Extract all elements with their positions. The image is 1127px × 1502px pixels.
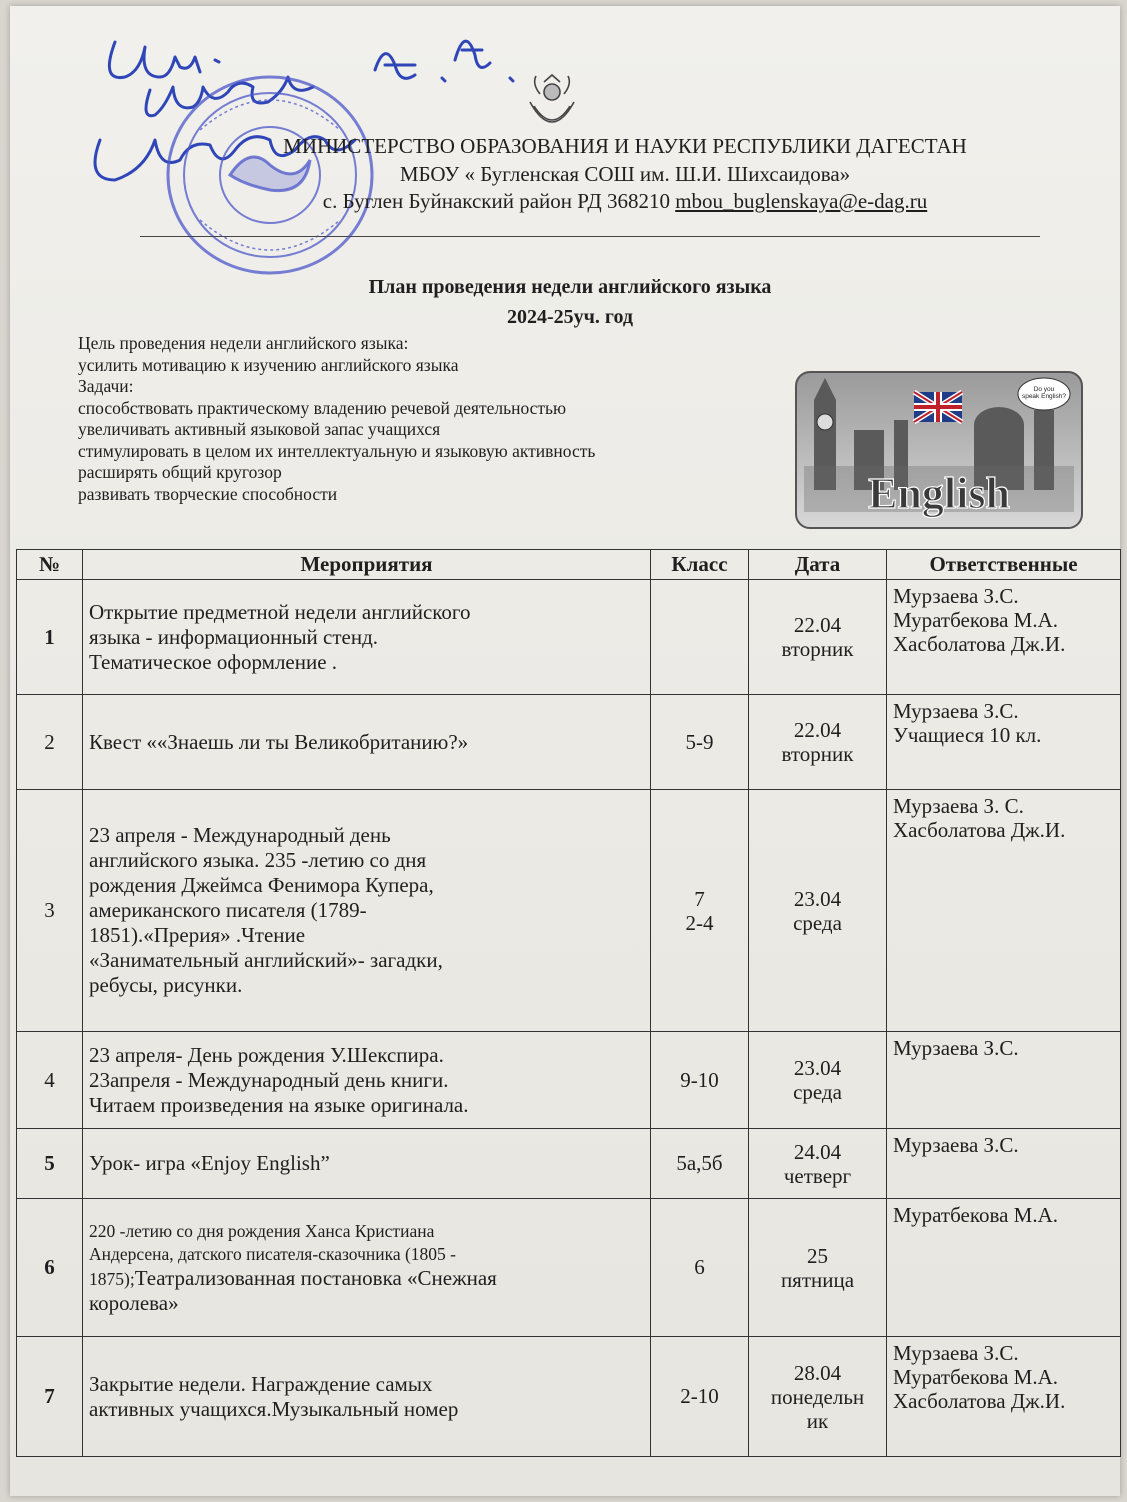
event-line: 23 апреля- День рождения У.Шекспира. [89, 1042, 444, 1067]
date-cell [749, 1129, 887, 1199]
table-row [17, 580, 1121, 695]
table-row [17, 1199, 1121, 1337]
responsible-name: Муратбекова М.А. [893, 608, 1059, 632]
event-line: 220 -летию со дня рождения Ханса Кристиана [89, 1220, 435, 1241]
event-line: Урок- игра «Enjoy English” [89, 1151, 330, 1175]
event-line: рождения Джеймса Фенимора Купера, [89, 873, 434, 897]
event-cell [83, 1032, 651, 1129]
goal-line: расширять общий кругозор [78, 462, 282, 482]
goal-line: усилить мотивацию к изучению английского языка [78, 354, 459, 375]
responsible-cell [887, 1032, 1121, 1129]
english-label: English [868, 469, 1010, 518]
date-cell [749, 790, 887, 1032]
event-line: 1875); [89, 1268, 135, 1289]
row-number: 1 [17, 580, 83, 695]
class-value: 7 [694, 886, 705, 911]
weekday-value: среда [793, 910, 842, 935]
event-cell [83, 1129, 651, 1199]
header-divider [140, 236, 1040, 237]
event-line: активных учащихся.Музыкальный номер [89, 1396, 459, 1421]
goal-line: Задачи: [78, 376, 134, 396]
event-line: Закрытие недели. Награждение самых [89, 1371, 433, 1396]
table-row [17, 1337, 1121, 1457]
event-line: 23апреля - Международный день книги. [89, 1067, 449, 1092]
responsible-name: Муратбекова М.А. [893, 1203, 1059, 1227]
responsible-name: Мурзаева З.С. [893, 1341, 1019, 1365]
class-cell: 5а,5б [651, 1129, 749, 1199]
header-date: Дата [749, 550, 887, 580]
goal-line: Цель проведения недели английского языка: [78, 333, 409, 353]
date-value: 22.04 [793, 718, 842, 742]
responsible-name: Мурзаева З. С. [893, 794, 1024, 818]
date-value: 24.04 [793, 1139, 842, 1164]
date-cell [749, 1199, 887, 1337]
class-cell: 6 [651, 1199, 749, 1337]
event-line: королева» [89, 1290, 179, 1315]
goal-line: способствовать практическому владению речевой деятельностью [78, 397, 567, 418]
class-cell: 2-10 [651, 1337, 749, 1457]
table-header-row [17, 550, 1121, 580]
event-cell [83, 790, 651, 1032]
row-number: 4 [17, 1032, 83, 1129]
class-cell: 9-10 [651, 1032, 749, 1129]
date-value: 25 [807, 1243, 828, 1268]
event-line: 1851).«Прерия» .Чтение [89, 923, 306, 947]
responsible-name: Хасболатова Дж.И. [893, 632, 1066, 656]
event-line: ребусы, рисунки. [89, 973, 243, 997]
row-number: 5 [17, 1129, 83, 1199]
responsible-name: Мурзаева З.С. [893, 1036, 1019, 1060]
table-row [17, 695, 1121, 790]
responsible-name: Мурзаева З.С. [893, 699, 1019, 723]
document-subtitle: 2024-25уч. год [506, 306, 634, 328]
event-line: американского писателя (1789- [89, 898, 367, 922]
header-class: Класс [651, 550, 749, 580]
class-cell: 5-9 [651, 695, 749, 790]
document-title: План проведения недели английского языка [368, 276, 772, 298]
row-number: 7 [17, 1337, 83, 1457]
event-cell [83, 580, 651, 695]
coat-of-arms-emblem [520, 72, 584, 138]
goal-line: развивать творческие способности [78, 483, 338, 504]
event-line: Открытие предметной недели английского [89, 599, 471, 624]
class-value: 2-4 [685, 910, 714, 935]
event-line: «Занимательный английский»- загадки, [89, 948, 443, 972]
event-line: Квест ««Знаешь ли ты Великобританию?» [89, 729, 469, 754]
date-cell [749, 1032, 887, 1129]
weekday-value: четверг [783, 1163, 852, 1188]
event-cell [83, 695, 651, 790]
responsible-cell [887, 580, 1121, 695]
responsible-name: Муратбекова М.А. [893, 1365, 1059, 1389]
row-number: 6 [17, 1199, 83, 1337]
address-text: с. Буглен Буйнакский район РД 368210 [322, 189, 670, 213]
weekday-value: вторник [781, 742, 854, 766]
responsible-cell [887, 695, 1121, 790]
event-line: 23 апреля - Международный день [89, 823, 391, 847]
event-line: Читаем произведения на языке оригинала. [89, 1092, 469, 1117]
date-value: 28.04 [793, 1360, 842, 1385]
school-name: МБОУ « Бугленская СОШ им. Ш.И. Шихсаидова» [399, 162, 851, 186]
event-line: Андерсена, датского писателя-сказочника (1805 - [89, 1243, 457, 1264]
event-line: Театрализованная постановка «Снежная [134, 1265, 497, 1290]
table-row [17, 1032, 1121, 1129]
header-num: № [17, 550, 83, 580]
responsible-cell [887, 790, 1121, 1032]
date-value: 22.04 [793, 613, 842, 637]
weekday-value: среда [793, 1080, 842, 1104]
email-link[interactable]: mbou_buglenskaya@e-dag.ru [675, 189, 928, 213]
responsible-name: Мурзаева З.С. [893, 1133, 1019, 1157]
event-line: английского языка. 235 -летию со дня [89, 848, 427, 872]
uk-flag-icon [914, 392, 962, 422]
ministry-header: МИНИСТЕРСТВО ОБРАЗОВАНИЯ И НАУКИ РЕСПУБЛИКИ ДАГЕСТАН [283, 134, 967, 158]
goal-line: стимулировать в целом их интеллектуальную и языковую активность [78, 440, 596, 461]
event-line: языка - информационный стенд. [89, 624, 379, 649]
table-row [17, 1129, 1121, 1199]
date-value: 23.04 [793, 1056, 842, 1080]
event-line: Тематическое оформление . [89, 649, 338, 674]
class-cell [651, 790, 749, 1032]
class-cell [651, 580, 749, 695]
header-responsible: Ответственные [887, 550, 1121, 580]
date-cell [749, 580, 887, 695]
weekday-value: ик [806, 1408, 829, 1433]
events-table [16, 549, 1121, 1457]
responsible-name: Учащиеся 10 кл. [893, 723, 1042, 747]
responsible-cell [887, 1199, 1121, 1337]
english-illustration [794, 370, 1084, 530]
goals-block [78, 333, 778, 505]
responsible-cell [887, 1337, 1121, 1457]
date-cell [749, 1337, 887, 1457]
responsible-cell [887, 1129, 1121, 1199]
header-event: Мероприятия [83, 550, 651, 580]
event-cell [83, 1337, 651, 1457]
weekday-value: вторник [781, 637, 854, 661]
responsible-name: Хасболатова Дж.И. [893, 1389, 1066, 1413]
row-number: 2 [17, 695, 83, 790]
weekday-value: пятница [780, 1267, 855, 1292]
speech-bubble-text: Do you speak English? [1021, 386, 1067, 400]
weekday-value: понедельн [770, 1384, 865, 1409]
table-row [17, 790, 1121, 1032]
date-cell [749, 695, 887, 790]
goal-line: увеличивать активный языковой запас учащихся [78, 419, 441, 439]
date-value: 23.04 [793, 886, 842, 911]
row-number: 3 [17, 790, 83, 1032]
school-address [150, 189, 1100, 214]
event-cell [83, 1199, 651, 1337]
responsible-name: Мурзаева З.С. [893, 584, 1019, 608]
responsible-name: Хасболатова Дж.И. [893, 818, 1066, 842]
